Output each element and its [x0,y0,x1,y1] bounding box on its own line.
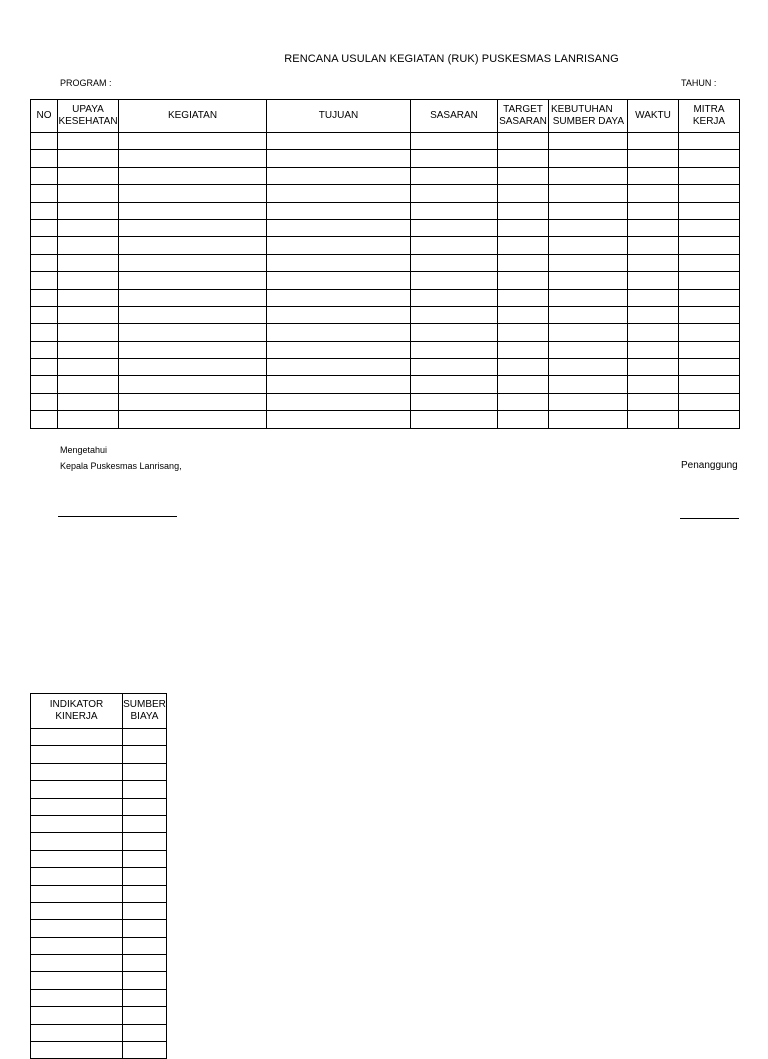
table-row [31,289,740,306]
table-cell[interactable] [549,133,628,150]
table-row [31,202,740,219]
table-cell[interactable] [31,885,123,902]
table-cell[interactable] [58,393,119,410]
indikator-table-body [31,729,167,1059]
table-cell[interactable] [267,289,411,306]
table-row [31,324,740,341]
table-header-row [31,100,740,133]
table-cell[interactable] [31,202,58,219]
table-cell[interactable] [628,150,679,167]
table-cell[interactable] [58,272,119,289]
table-cell[interactable] [267,167,411,184]
table-cell[interactable] [411,324,498,341]
table-cell[interactable] [679,167,740,184]
table-cell[interactable] [498,237,549,254]
table-cell[interactable] [123,1042,167,1059]
col-header-upaya-kesehatan: UPAYA KESEHATAN [58,100,119,133]
ruk-table [30,99,740,429]
table-cell[interactable] [498,133,549,150]
table-cell[interactable] [267,341,411,358]
table-cell[interactable] [267,133,411,150]
table-cell[interactable] [31,972,123,989]
table-row [31,411,740,428]
table-cell[interactable] [498,359,549,376]
table-cell[interactable] [411,341,498,358]
table-row [31,254,740,271]
col-header-sumber-biaya: SUMBER BIAYA [123,694,167,729]
table-cell[interactable] [123,729,167,746]
table-row [31,781,167,798]
col-header-sasaran: SASARAN [411,100,498,133]
table-cell[interactable] [267,254,411,271]
table-cell[interactable] [119,376,267,393]
table-row [31,272,740,289]
table-cell[interactable] [498,167,549,184]
table-row [31,133,740,150]
table-cell[interactable] [58,289,119,306]
table-cell[interactable] [119,133,267,150]
table-cell[interactable] [498,376,549,393]
table-cell[interactable] [123,902,167,919]
table-cell[interactable] [267,376,411,393]
table-cell[interactable] [31,341,58,358]
table-cell[interactable] [679,237,740,254]
table-cell[interactable] [498,150,549,167]
table-cell[interactable] [411,202,498,219]
table-cell[interactable] [549,150,628,167]
table-cell[interactable] [498,185,549,202]
table-cell[interactable] [119,202,267,219]
table-cell[interactable] [411,272,498,289]
table-cell[interactable] [549,167,628,184]
table-cell[interactable] [628,167,679,184]
table-cell[interactable] [31,781,123,798]
col-header-waktu: WAKTU [628,100,679,133]
table-cell[interactable] [119,150,267,167]
table-cell[interactable] [549,202,628,219]
table-cell[interactable] [31,763,123,780]
table-cell[interactable] [31,393,58,410]
table-cell[interactable] [679,289,740,306]
table-cell[interactable] [679,185,740,202]
table-cell[interactable] [628,393,679,410]
table-cell[interactable] [679,272,740,289]
table-cell[interactable] [119,254,267,271]
table-cell[interactable] [411,254,498,271]
indikator-table [30,693,167,1059]
table-cell[interactable] [679,306,740,323]
table-cell[interactable] [411,133,498,150]
table-cell[interactable] [411,393,498,410]
table-cell[interactable] [498,411,549,428]
kepala-puskesmas-label: Kepala Puskesmas Lanrisang, [60,461,182,471]
table-cell[interactable] [58,133,119,150]
table-cell[interactable] [31,376,58,393]
table-cell[interactable] [679,254,740,271]
table-cell[interactable] [119,272,267,289]
table-cell[interactable] [31,746,123,763]
table-cell[interactable] [31,920,123,937]
table-cell[interactable] [123,937,167,954]
table-cell[interactable] [411,185,498,202]
table-cell[interactable] [628,376,679,393]
table-cell[interactable] [119,411,267,428]
table-cell[interactable] [628,411,679,428]
table-cell[interactable] [267,306,411,323]
table-cell[interactable] [411,306,498,323]
table-row [31,972,167,989]
table-cell[interactable] [58,306,119,323]
table-cell[interactable] [679,150,740,167]
table-cell[interactable] [549,237,628,254]
table-cell[interactable] [58,167,119,184]
table-cell[interactable] [549,219,628,236]
table-cell[interactable] [119,237,267,254]
table-cell[interactable] [123,798,167,815]
table-cell[interactable] [123,833,167,850]
table-cell[interactable] [498,393,549,410]
table-cell[interactable] [267,272,411,289]
table-cell[interactable] [31,219,58,236]
table-cell[interactable] [679,359,740,376]
table-cell[interactable] [411,219,498,236]
table-cell[interactable] [31,359,58,376]
table-cell[interactable] [549,359,628,376]
table-cell[interactable] [411,237,498,254]
table-cell[interactable] [31,902,123,919]
table-row [31,185,740,202]
table-cell[interactable] [31,1042,123,1059]
table-cell[interactable] [123,850,167,867]
table-cell[interactable] [628,185,679,202]
table-cell[interactable] [31,850,123,867]
table-cell[interactable] [549,376,628,393]
table-cell[interactable] [498,324,549,341]
table-cell[interactable] [119,167,267,184]
table-cell[interactable] [123,989,167,1006]
signature-line-penanggung [680,518,739,519]
program-label: PROGRAM : [60,78,112,88]
table-cell[interactable] [498,341,549,358]
table-cell[interactable] [549,185,628,202]
table-row [31,1042,167,1059]
table-row [31,798,167,815]
table-cell[interactable] [267,393,411,410]
table-cell[interactable] [411,376,498,393]
col-header-kebutuhan-sumber-daya: KEBUTUHAN SUMBER DAYA [549,100,628,133]
table-cell[interactable] [123,781,167,798]
table-cell[interactable] [31,272,58,289]
table-row [31,376,740,393]
col-header-tujuan: TUJUAN [267,100,411,133]
table-cell[interactable] [679,393,740,410]
table-cell[interactable] [58,359,119,376]
table-cell[interactable] [679,324,740,341]
table-cell[interactable] [267,324,411,341]
table-cell[interactable] [679,411,740,428]
table-row [31,341,740,358]
table-row [31,763,167,780]
table-cell[interactable] [498,254,549,271]
table-cell[interactable] [123,955,167,972]
table-cell[interactable] [119,359,267,376]
table-cell[interactable] [123,868,167,885]
table-row [31,902,167,919]
table-cell[interactable] [119,341,267,358]
table-cell[interactable] [267,185,411,202]
table-cell[interactable] [31,833,123,850]
table-cell[interactable] [123,920,167,937]
col-header-target-sasaran: TARGET SASARAN [498,100,549,133]
table-cell[interactable] [58,411,119,428]
table-cell[interactable] [119,289,267,306]
table-cell[interactable] [628,359,679,376]
table-cell[interactable] [267,150,411,167]
table-cell[interactable] [31,237,58,254]
table-cell[interactable] [628,341,679,358]
table-cell[interactable] [628,219,679,236]
table-row [31,868,167,885]
table-cell[interactable] [628,289,679,306]
table-row [31,1024,167,1041]
table-cell[interactable] [549,289,628,306]
table-cell[interactable] [119,393,267,410]
table-row [31,937,167,954]
table-cell[interactable] [411,289,498,306]
table-cell[interactable] [549,254,628,271]
table-cell[interactable] [679,133,740,150]
table-cell[interactable] [31,729,123,746]
table-cell[interactable] [123,763,167,780]
col-header-mitra-kerja: MITRA KERJA [679,100,740,133]
table-cell[interactable] [31,1024,123,1041]
table-cell[interactable] [411,411,498,428]
table-cell[interactable] [628,254,679,271]
table-row [31,150,740,167]
table-cell[interactable] [123,885,167,902]
table-cell[interactable] [498,289,549,306]
table-cell[interactable] [58,202,119,219]
table-cell[interactable] [549,411,628,428]
table-cell[interactable] [31,815,123,832]
table-row [31,1007,167,1024]
signature-line-kepala [58,516,177,517]
table-row [31,237,740,254]
table-row [31,850,167,867]
table-cell[interactable] [58,324,119,341]
table-cell[interactable] [119,324,267,341]
col-header-no: NO [31,100,58,133]
table-cell[interactable] [31,324,58,341]
indikator-header-row [31,694,167,729]
table-cell[interactable] [119,219,267,236]
table-row [31,815,167,832]
ruk-table-body [31,133,740,429]
table-cell[interactable] [628,237,679,254]
table-cell[interactable] [679,376,740,393]
table-row [31,306,740,323]
table-cell[interactable] [267,359,411,376]
table-cell[interactable] [679,341,740,358]
table-cell[interactable] [58,237,119,254]
table-cell[interactable] [411,167,498,184]
table-cell[interactable] [679,202,740,219]
table-cell[interactable] [119,306,267,323]
table-row [31,219,740,236]
table-cell[interactable] [31,798,123,815]
table-row [31,920,167,937]
table-cell[interactable] [549,306,628,323]
table-row [31,955,167,972]
table-cell[interactable] [628,272,679,289]
table-row [31,885,167,902]
table-cell[interactable] [31,254,58,271]
table-cell[interactable] [58,150,119,167]
table-cell[interactable] [628,202,679,219]
table-cell[interactable] [411,359,498,376]
table-row [31,729,167,746]
table-cell[interactable] [549,393,628,410]
table-cell[interactable] [31,1007,123,1024]
table-row [31,989,167,1006]
table-cell[interactable] [58,219,119,236]
table-cell[interactable] [267,219,411,236]
table-row [31,833,167,850]
document-title: RENCANA USULAN KEGIATAN (RUK) PUSKESMAS LANRISANG [284,53,619,65]
table-cell[interactable] [498,219,549,236]
table-cell[interactable] [31,989,123,1006]
col-header-kegiatan: KEGIATAN [119,100,267,133]
table-cell[interactable] [628,133,679,150]
table-cell[interactable] [498,272,549,289]
table-cell[interactable] [58,185,119,202]
table-cell[interactable] [31,185,58,202]
table-cell[interactable] [31,167,58,184]
table-cell[interactable] [31,306,58,323]
table-row [31,359,740,376]
table-cell[interactable] [31,955,123,972]
table-cell[interactable] [31,411,58,428]
mengetahui-label: Mengetahui [60,445,108,455]
table-cell[interactable] [123,815,167,832]
tahun-label: TAHUN : [681,78,717,88]
table-cell[interactable] [679,219,740,236]
col-header-indikator-kinerja: INDIKATOR KINERJA [31,694,123,729]
table-cell[interactable] [31,133,58,150]
table-cell[interactable] [628,324,679,341]
table-cell[interactable] [267,237,411,254]
penanggung-jawab-label: Penanggung [681,460,738,471]
table-cell[interactable] [628,306,679,323]
table-cell[interactable] [123,1024,167,1041]
table-cell[interactable] [31,868,123,885]
table-row [31,393,740,410]
table-cell[interactable] [498,306,549,323]
table-cell[interactable] [549,341,628,358]
table-cell[interactable] [411,150,498,167]
table-row [31,167,740,184]
table-cell[interactable] [31,937,123,954]
table-cell[interactable] [267,411,411,428]
table-cell[interactable] [123,746,167,763]
table-cell[interactable] [549,324,628,341]
table-cell[interactable] [498,202,549,219]
table-cell[interactable] [267,202,411,219]
table-cell[interactable] [58,341,119,358]
table-cell[interactable] [58,254,119,271]
table-cell[interactable] [123,972,167,989]
table-cell[interactable] [31,150,58,167]
table-cell[interactable] [123,1007,167,1024]
table-row [31,746,167,763]
table-cell[interactable] [119,185,267,202]
table-cell[interactable] [58,376,119,393]
table-cell[interactable] [31,289,58,306]
table-cell[interactable] [549,272,628,289]
